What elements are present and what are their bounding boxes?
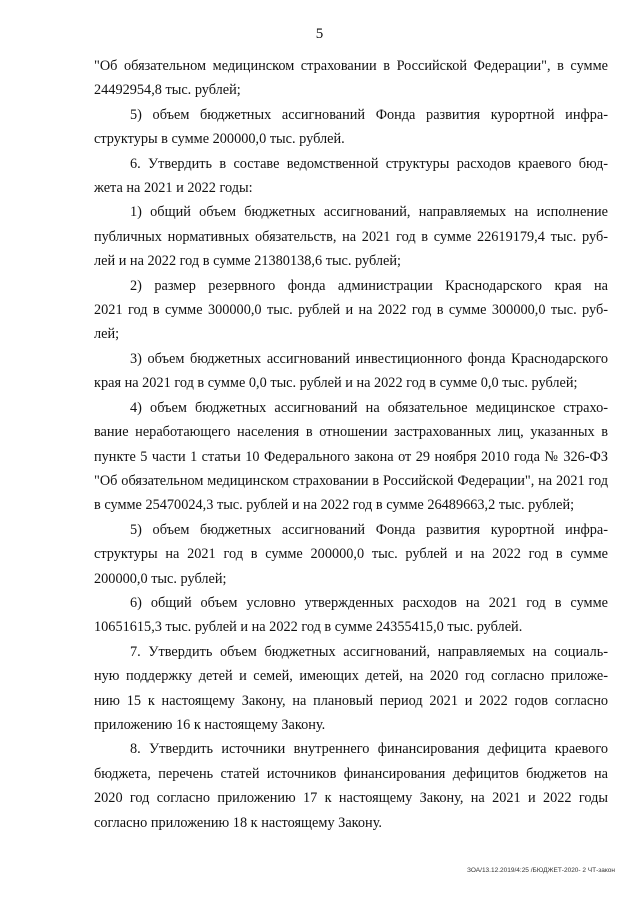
text-line: "Об обязательном медицинском страховании в Российской Федерации", в сумме [94, 58, 608, 74]
text-line: в сумме 25470024,3 тыс. рублей и на 2022 год в сумме 26489663,2 тыс. рублей; [94, 497, 575, 514]
text-line: 200000,0 тыс. рублей; [94, 570, 227, 587]
text-line: структуры на 2021 год в сумме 200000,0 тыс. рублей и на 2022 год в сумме [94, 546, 608, 563]
text-line: 3) объем бюджетных ассигнований инвестиционного фонда Краснодарского [130, 350, 608, 367]
text-line: жета на 2021 и 2022 годы: [94, 180, 253, 197]
text-line: ную поддержку детей и семей, имеющих детей, на 2020 год согласно приложе- [94, 668, 608, 685]
text-line: 2021 год в сумме 300000,0 тыс. рублей и на 2022 год в сумме 300000,0 тыс. руб- [94, 302, 608, 319]
text-line: 5) объем бюджетных ассигнований Фонда развития курортной инфра- [130, 521, 608, 538]
text-line: структуры в сумме 200000,0 тыс. рублей. [94, 131, 345, 148]
text-line: 5) объем бюджетных ассигнований Фонда развития курортной инфра- [130, 106, 608, 123]
text-line: публичных нормативных обязательств, на 2021 год в сумме 22619179,4 тыс. руб- [94, 228, 608, 245]
page-number: 5 [315, 26, 324, 42]
text-line: приложению 16 к настоящему Закону. [94, 716, 326, 733]
footer-file-reference: ЗОА/13.12.2019/4:25 /БЮДЖЕТ-2020- 2 ЧТ-закон [467, 867, 615, 874]
text-line: вание неработающего населения в отношении застрахованных лиц, указанных в [94, 424, 608, 441]
text-line: 6) общий объем условно утвержденных расходов на 2021 год в сумме [130, 594, 608, 611]
text-line: лей и на 2022 год в сумме 21380138,6 тыс. рублей; [94, 253, 401, 270]
text-line: 7. Утвердить объем бюджетных ассигнований, направляемых на социаль- [130, 643, 608, 660]
text-line: 4) объем бюджетных ассигнований на обязательное медицинское страхо- [130, 399, 608, 416]
text-line: 24492954,8 тыс. рублей; [94, 82, 241, 99]
text-line: согласно приложению 18 к настоящему Закону. [94, 814, 382, 831]
text-line: бюджета, перечень статей источников финансирования дефицитов бюджетов на [94, 765, 608, 782]
text-line: 2020 год согласно приложению 17 к настоящему Закону, на 2021 и 2022 годы [94, 790, 608, 807]
text-line: 8. Утвердить источники внутреннего финансирования дефицита краевого [130, 741, 608, 758]
text-line: 6. Утвердить в составе ведомственной структуры расходов краевого бюд- [130, 155, 608, 172]
text-line: нию 15 к настоящему Закону, на плановый период 2021 и 2022 годов согласно [94, 692, 608, 709]
text-line: "Об обязательном медицинском страховании в Российской Федерации", на 2021 год [94, 472, 608, 489]
text-line: пункте 5 части 1 статьи 10 Федерального закона от 29 ноября 2010 года № 326-ФЗ [94, 448, 608, 465]
text-line: 10651615,3 тыс. рублей и на 2022 год в сумме 24355415,0 тыс. рублей. [94, 619, 523, 636]
text-line: края на 2021 год в сумме 0,0 тыс. рублей и на 2022 год в сумме 0,0 тыс. рублей; [94, 375, 578, 392]
text-line: лей; [94, 326, 120, 343]
text-line: 2) размер резервного фонда администрации Краснодарского края на [130, 277, 608, 294]
text-line: 1) общий объем бюджетных ассигнований, направляемых на исполнение [130, 204, 608, 221]
document-body [94, 54, 608, 835]
